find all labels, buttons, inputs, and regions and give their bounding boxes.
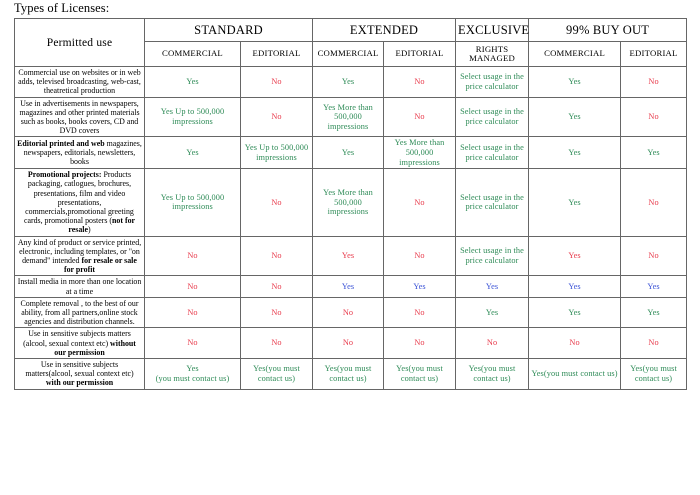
license-value-cell: No	[313, 328, 384, 359]
license-value-cell: No	[621, 67, 687, 98]
table-row	[15, 97, 687, 137]
license-value-cell: Yes	[529, 276, 621, 297]
license-value-cell: Yes	[384, 276, 456, 297]
license-value-cell: Yes More than 500,000 impressions	[384, 137, 456, 169]
table-row	[15, 236, 687, 276]
permitted-use-cell: Complete removal , to the best of our ability, from all partners,online stock agencies and distribution channels.	[15, 297, 145, 328]
license-value-cell: No	[313, 297, 384, 328]
license-value-cell: No	[384, 236, 456, 276]
permitted-use-cell: Use in sensitive subjects matters (alcool, sexual context etc) without our permission	[15, 328, 145, 359]
license-value-cell: No	[384, 97, 456, 137]
permitted-use-cell: Commercial use on websites or in web adds, televised broadcasting, web-cast, theatretical production	[15, 67, 145, 98]
license-subheader: EDITORIAL	[241, 42, 313, 67]
license-value-cell: No	[145, 236, 241, 276]
license-value-cell: No	[621, 169, 687, 236]
permitted-use-cell: Install media in more than one location at a time	[15, 276, 145, 297]
license-value-cell: Yes	[313, 67, 384, 98]
license-value-cell: No	[384, 67, 456, 98]
license-value-cell: Select usage in the price calculator	[456, 97, 529, 137]
license-value-cell: No	[145, 328, 241, 359]
permitted-use-cell: Any kind of product or service printed, electronic, including templates, or "on demand" intended for resale or sale for profit	[15, 236, 145, 276]
license-subheader: COMMERCIAL	[145, 42, 241, 67]
license-value-cell: Yes	[313, 137, 384, 169]
license-value-cell: Yes(you must contact us)	[241, 359, 313, 390]
license-value-cell: Yes	[145, 137, 241, 169]
license-value-cell: No	[384, 328, 456, 359]
license-value-cell: No	[384, 297, 456, 328]
license-value-cell: No	[241, 328, 313, 359]
license-value-cell: Yes Up to 500,000 impressions	[145, 97, 241, 137]
license-value-cell: No	[529, 328, 621, 359]
license-value-cell: Select usage in the price calculator	[456, 137, 529, 169]
table-row	[15, 297, 687, 328]
license-group-header: EXTENDED	[313, 19, 456, 42]
license-value-cell: Yes Up to 500,000 impressions	[241, 137, 313, 169]
license-value-cell: Yes(you must contact us)	[621, 359, 687, 390]
license-value-cell: Yes(you must contact us)	[384, 359, 456, 390]
table-row	[15, 328, 687, 359]
license-value-cell: Yes	[621, 137, 687, 169]
page-title: Types of Licenses:	[14, 1, 110, 15]
license-value-cell: Yes	[313, 276, 384, 297]
license-value-cell: Yes	[529, 67, 621, 98]
license-value-cell: Yes(you must contact us)	[529, 359, 621, 390]
license-value-cell: Yes	[529, 297, 621, 328]
table-body	[15, 67, 687, 390]
license-value-cell: Yes	[529, 137, 621, 169]
license-value-cell: No	[621, 97, 687, 137]
license-value-cell: No	[241, 236, 313, 276]
license-value-cell: No	[241, 297, 313, 328]
table-row	[15, 67, 687, 98]
table-row	[15, 137, 687, 169]
license-value-cell: Select usage in the price calculator	[456, 169, 529, 236]
table-row	[15, 359, 687, 390]
license-subheader: RIGHTS MANAGED	[456, 42, 529, 67]
permitted-use-cell: Promotional projects: Products packaging, catlogues, brochures, presentations, film and video presentations, commercials,promotional greeting cards, promotional posters (not for resale)	[15, 169, 145, 236]
license-group-header: EXCLUSIVE	[456, 19, 529, 42]
license-value-cell: No	[621, 328, 687, 359]
license-subheader: COMMERCIAL	[529, 42, 621, 67]
license-subheader: EDITORIAL	[621, 42, 687, 67]
license-value-cell: No	[241, 276, 313, 297]
license-value-cell: No	[621, 236, 687, 276]
license-value-cell: Yes (you must contact us)	[145, 359, 241, 390]
table-row	[15, 169, 687, 236]
license-value-cell: No	[145, 276, 241, 297]
license-subheader: EDITORIAL	[384, 42, 456, 67]
permitted-use-cell: Editorial printed and web magazines, newspapers, editorials, newsletters, books	[15, 137, 145, 169]
license-value-cell: Yes More than 500,000 impressions	[313, 169, 384, 236]
license-value-cell: Select usage in the price calculator	[456, 67, 529, 98]
license-value-cell: Yes Up to 500,000 impressions	[145, 169, 241, 236]
license-value-cell: Yes	[145, 67, 241, 98]
license-value-cell: Yes	[529, 97, 621, 137]
license-value-cell: No	[241, 97, 313, 137]
license-value-cell: Yes(you must contact us)	[313, 359, 384, 390]
license-value-cell: Yes	[456, 276, 529, 297]
license-comparison-table	[14, 18, 687, 390]
license-value-cell: Select usage in the price calculator	[456, 236, 529, 276]
license-value-cell: Yes	[313, 236, 384, 276]
license-subheader: COMMERCIAL	[313, 42, 384, 67]
license-value-cell: No	[456, 328, 529, 359]
license-value-cell: No	[241, 67, 313, 98]
license-value-cell: Yes	[621, 297, 687, 328]
table-row	[15, 276, 687, 297]
license-value-cell: Yes	[529, 236, 621, 276]
group-header-row	[15, 19, 687, 42]
permitted-use-cell: Use in advertisements in newspapers, magazines and other printed materials such as books, books covers, CD and DVD covers	[15, 97, 145, 137]
license-value-cell: Yes More than 500,000 impressions	[313, 97, 384, 137]
license-value-cell: Yes	[529, 169, 621, 236]
license-group-header: 99% BUY OUT	[529, 19, 687, 42]
license-value-cell: No	[145, 297, 241, 328]
license-value-cell: No	[241, 169, 313, 236]
license-value-cell: Yes	[621, 276, 687, 297]
header-permitted-use: Permitted use	[15, 19, 145, 67]
license-value-cell: Yes(you must contact us)	[456, 359, 529, 390]
license-group-header: STANDARD	[145, 19, 313, 42]
permitted-use-cell: Use in sensitive subjects matters(alcool, sexual context etc) with our permission	[15, 359, 145, 390]
license-value-cell: No	[384, 169, 456, 236]
table-header	[15, 19, 687, 67]
license-value-cell: Yes	[456, 297, 529, 328]
